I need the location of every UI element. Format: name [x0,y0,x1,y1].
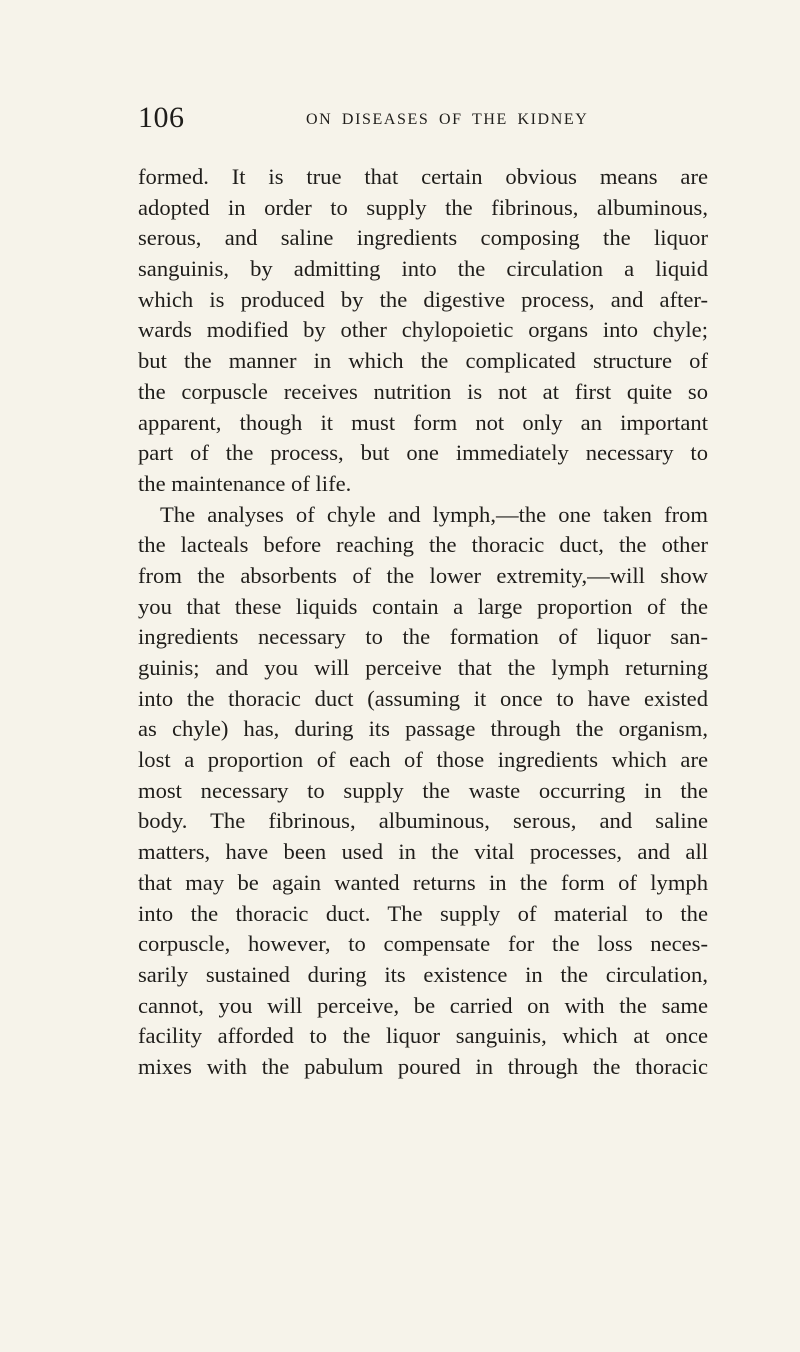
running-head [138,100,708,140]
text-line: sarily sustained during its existence in the circulation, [138,961,708,987]
text-line: from the absorbents of the lower extremity,—will show [138,562,708,588]
text-line: as chyle) has, during its passage through the organism, [138,716,708,742]
page-number: 106 [138,101,185,134]
text-line: ingredients necessary to the formation of liquor san- [138,624,708,650]
text-line: lost a proportion of each of those ingredients which are [138,747,708,773]
text-line: facility afforded to the liquor sanguinis, which at once [138,1023,708,1049]
text-line: which is produced by the digestive process, and after- [138,286,708,312]
body-text [138,162,708,1083]
text-line: cannot, you will perceive, be carried on with the same [138,992,708,1018]
text-line: the maintenance of life. [138,470,352,496]
text-line: but the manner in which the complicated structure of [138,348,708,374]
text-line: that may be again wanted returns in the form of lymph [138,869,708,895]
text-line: you that these liquids contain a large proportion of the [138,593,708,619]
text-line: apparent, though it must form not only an important [138,409,708,435]
text-line: the lacteals before reaching the thoracic duct, the other [138,532,708,558]
text-line: part of the process, but one immediately necessary to [138,440,708,466]
text-line: serous, and saline ingredients composing the liquor [138,225,708,251]
running-title: ON DISEASES OF THE KIDNEY [306,111,589,128]
text-line: the corpuscle receives nutrition is not at first quite so [138,378,708,404]
text-line: The analyses of chyle and lymph,—the one taken from [160,501,708,527]
text-line: formed. It is true that certain obvious means are [138,164,708,189]
text-line: matters, have been used in the vital processes, and all [138,839,708,865]
text-line: body. The fibrinous, albuminous, serous, and saline [138,808,708,834]
text-line: wards modified by other chylopoietic organs into chyle; [138,317,708,343]
text-line: sanguinis, by admitting into the circulation a liquid [138,256,708,282]
text-line: guinis; and you will perceive that the lymph returning [138,655,708,680]
text-line: most necessary to supply the waste occurring in the [138,777,708,803]
text-line: into the thoracic duct. The supply of material to the [138,900,708,926]
text-line: into the thoracic duct (assuming it once to have existed [138,685,708,711]
text-line: adopted in order to supply the fibrinous, albuminous, [138,194,708,220]
text-line: mixes with the pabulum poured in through the thoracic [138,1053,708,1079]
text-line: corpuscle, however, to compensate for the loss neces- [138,931,708,957]
